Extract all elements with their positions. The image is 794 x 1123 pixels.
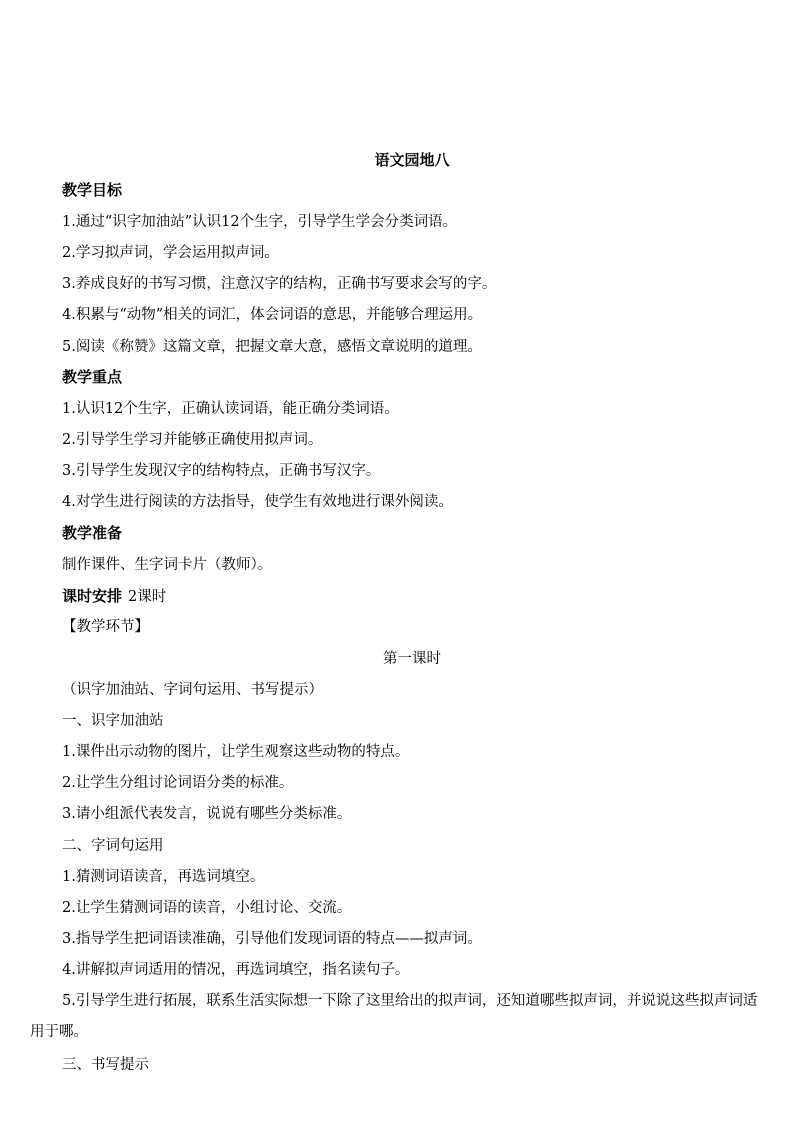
step-item: 3.请小组派代表发言，说说有哪些分类标准。 xyxy=(62,806,352,822)
goals-heading: 教学目标 xyxy=(62,181,123,199)
schedule-label: 课时安排 xyxy=(62,587,123,605)
goal-item: 3.养成良好的书写习惯，注意汉字的结构，正确书写要求会写的字。 xyxy=(62,276,497,292)
step-item: 3.指导学生把词语读准确，引导他们发现词语的特点——拟声词。 xyxy=(62,931,482,947)
step-item: 2.让学生猜测词语的读音，小组讨论、交流。 xyxy=(62,900,352,916)
focus-item: 1.认识12个生字，正确认读词语，能正确分类词语。 xyxy=(62,401,399,417)
focus-item: 2.引导学生学习并能够正确使用拟声词。 xyxy=(62,432,323,448)
goal-item: 5.阅读《称赞》这篇文章，把握文章大意，感悟文章说明的道理。 xyxy=(62,339,482,355)
focus-heading: 教学重点 xyxy=(62,368,123,386)
schedule-line xyxy=(62,586,754,607)
schedule-value: 2课时 xyxy=(128,589,167,605)
goal-item: 2.学习拟声词，学会运用拟声词。 xyxy=(62,245,279,261)
step-item: 4.讲解拟声词适用的情况，再选词填空，指名读句子。 xyxy=(62,962,410,978)
step-item: 1.猜测词语读音，再选词填空。 xyxy=(62,869,265,885)
lesson-subtitle: （识字加油站、字词句运用、书写提示） xyxy=(62,682,323,698)
section-heading: 三、书写提示 xyxy=(62,1057,149,1073)
process-heading: 【教学环节】 xyxy=(62,619,149,635)
focus-item: 4.对学生进行阅读的方法指导，使学生有效地进行课外阅读。 xyxy=(62,494,453,510)
step-item: 2.让学生分组讨论词语分类的标准。 xyxy=(62,775,294,791)
section-heading: 一、识字加油站 xyxy=(62,713,164,729)
step-item-wrapped: 5.引导学生进行拓展，联系生活实际想一下除了这里给出的拟声词，还知道哪些拟声词，并说说这些拟声词适用于哪。 xyxy=(30,993,758,1040)
prep-text: 制作课件、生字词卡片（教师）。 xyxy=(62,557,273,573)
page-title: 语文园地八 xyxy=(374,151,450,169)
goal-item: 1.通过“识字加油站”认识12个生字，引导学生学会分类词语。 xyxy=(62,214,458,230)
step-item: 1.课件出示动物的图片，让学生观察这些动物的特点。 xyxy=(62,744,410,760)
lesson-title: 第一课时 xyxy=(383,651,441,667)
goal-item: 4.积累与“动物”相关的词汇，体会词语的意思，并能够合理运用。 xyxy=(62,307,483,323)
section-heading: 二、字词句运用 xyxy=(62,838,164,854)
focus-item: 3.引导学生发现汉字的结构特点，正确书写汉字。 xyxy=(62,463,381,479)
prep-heading: 教学准备 xyxy=(62,524,123,542)
